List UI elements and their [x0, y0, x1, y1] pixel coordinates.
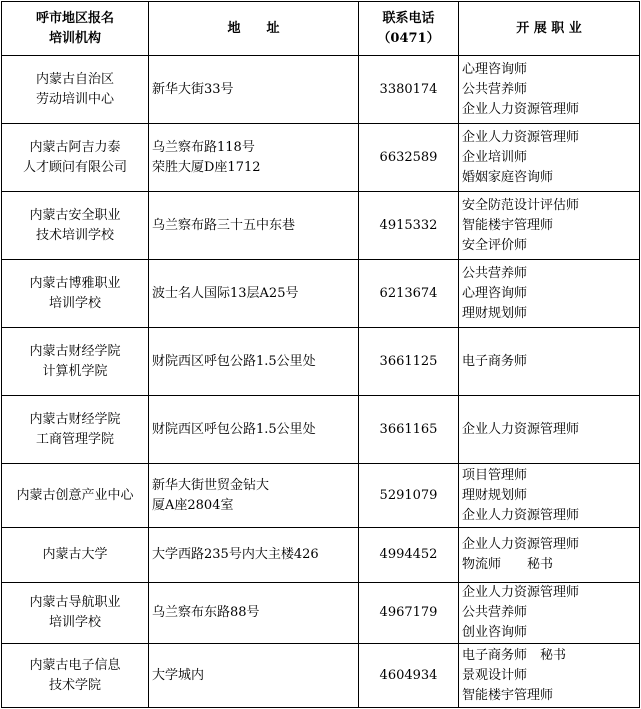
jobs-cell-line: 公共营养师 — [462, 605, 528, 620]
address-cell-line: 波士名人国际13层A25号 — [152, 285, 299, 301]
institution-cell-line: 技术学院 — [48, 677, 101, 693]
institution-cell — [2, 464, 149, 528]
institution-cell-line: 内蒙古创意产业中心 — [16, 487, 134, 503]
phone-cell: 6213674 — [359, 260, 459, 328]
jobs-cell-line: 公共营养师 — [462, 265, 528, 281]
institution-cell — [2, 396, 149, 464]
jobs-cell-line: 企业培训师 — [462, 149, 528, 165]
jobs-cell-line: 智能楼宇管理师 — [462, 687, 554, 703]
institution-cell-line: 技术培训学校 — [35, 227, 114, 243]
address-cell-line: 荣胜大厦D座1712 — [152, 159, 261, 175]
jobs-cell-line: 景观设计师 — [462, 667, 528, 683]
institution-cell-line: 内蒙古导航职业 — [29, 595, 121, 610]
address-cell — [149, 644, 359, 708]
phone-cell: 3661165 — [359, 396, 459, 464]
institution-cell-line: 内蒙古博雅职业 — [29, 275, 121, 291]
jobs-cell-line: 企业人力资源管理师 — [462, 101, 580, 117]
jobs-cell-line: 理财规划师 — [462, 305, 528, 321]
jobs-cell-line: 企业人力资源管理师 — [462, 129, 580, 145]
jobs-cell-line: 企业人力资源管理师 — [462, 421, 580, 437]
address-cell — [149, 260, 359, 328]
phone-cell: 4915332 — [359, 192, 459, 260]
table-row — [2, 56, 640, 124]
jobs-cell — [459, 260, 640, 328]
jobs-cell — [459, 124, 640, 192]
institution-cell — [2, 260, 149, 328]
institution-cell-line: 劳动培训中心 — [35, 91, 114, 107]
jobs-cell-line: 理财规划师 — [462, 487, 528, 503]
table-row — [2, 328, 640, 396]
address-cell-line: 乌兰察布路118号 — [152, 139, 255, 155]
address-cell-line: 大学城内 — [152, 667, 205, 683]
institution-cell — [2, 124, 149, 192]
jobs-cell-line: 创业咨询师 — [462, 625, 528, 640]
address-cell — [149, 528, 359, 583]
address-cell — [149, 56, 359, 124]
address-cell — [149, 328, 359, 396]
jobs-cell — [459, 583, 640, 644]
phone-cell: 6632589 — [359, 124, 459, 192]
jobs-cell-line: 安全防范设计评估师 — [462, 197, 580, 213]
address-cell-line: 大学西路235号内大主楼426 — [152, 547, 319, 562]
training-institutions-table — [1, 1, 640, 708]
header-phone-line-2: （0471） — [377, 30, 440, 46]
table-body — [2, 56, 640, 708]
jobs-cell — [459, 396, 640, 464]
table-row — [2, 464, 640, 528]
phone-cell: 3661125 — [359, 328, 459, 396]
jobs-cell-line: 公共营养师 — [462, 81, 528, 97]
header-address: 地 址 — [149, 2, 359, 56]
jobs-cell — [459, 528, 640, 583]
header-phone — [359, 2, 459, 56]
jobs-cell — [459, 328, 640, 396]
header-row — [2, 2, 640, 56]
table-row — [2, 396, 640, 464]
institution-cell — [2, 583, 149, 644]
institution-cell-line: 内蒙古大学 — [42, 547, 108, 562]
table-row — [2, 644, 640, 708]
phone-cell: 3380174 — [359, 56, 459, 124]
address-cell — [149, 192, 359, 260]
phone-cell: 4604934 — [359, 644, 459, 708]
institution-cell-line: 人才顾问有限公司 — [22, 159, 127, 175]
address-cell-line: 财院西区呼包公路1.5公里处 — [152, 353, 316, 369]
address-cell-line: 乌兰察布东路88号 — [152, 605, 260, 620]
jobs-cell-line: 企业人力资源管理师 — [462, 585, 580, 600]
address-cell — [149, 124, 359, 192]
jobs-cell-line: 企业人力资源管理师 — [462, 537, 580, 552]
header-jobs: 开 展 职 业 — [459, 2, 640, 56]
jobs-cell-line: 智能楼宇管理师 — [462, 217, 554, 233]
jobs-cell — [459, 56, 640, 124]
jobs-cell-line: 心理咨询师 — [462, 285, 528, 301]
jobs-cell-line: 安全评价师 — [462, 237, 528, 253]
address-cell-line: 新华大街世贸金钻大 — [152, 477, 270, 493]
table-row — [2, 124, 640, 192]
jobs-cell-line: 项目管理师 — [462, 467, 528, 483]
institution-cell-line: 内蒙古自治区 — [35, 71, 114, 87]
institution-cell-line: 工商管理学院 — [35, 431, 114, 447]
address-cell — [149, 396, 359, 464]
institution-cell-line: 内蒙古阿吉力泰 — [29, 139, 121, 155]
header-phone-line-1: 联系电话 — [382, 10, 435, 26]
address-cell-line: 乌兰察布路三十五中东巷 — [152, 217, 296, 233]
address-cell — [149, 583, 359, 644]
table-row — [2, 192, 640, 260]
table-row — [2, 528, 640, 583]
table-row — [2, 583, 640, 644]
jobs-cell-line: 电子商务师 秘书 — [462, 647, 567, 663]
institution-cell — [2, 528, 149, 583]
jobs-cell — [459, 464, 640, 528]
header-org-line-2: 培训机构 — [48, 30, 101, 46]
institution-cell-line: 内蒙古财经学院 — [29, 343, 121, 359]
institution-cell-line: 计算机学院 — [42, 363, 108, 379]
header-org-line-1: 呼市地区报名 — [35, 10, 114, 26]
jobs-cell-line: 物流师 秘书 — [462, 557, 554, 572]
header-org — [2, 2, 149, 56]
phone-cell: 4994452 — [359, 528, 459, 583]
institution-cell — [2, 644, 149, 708]
jobs-cell-line: 企业人力资源管理师 — [462, 507, 580, 523]
institution-cell — [2, 328, 149, 396]
table-row — [2, 260, 640, 328]
address-cell-line: 厦A座2804室 — [152, 497, 234, 513]
institution-cell-line: 培训学校 — [48, 615, 101, 630]
jobs-cell-line: 心理咨询师 — [462, 61, 528, 77]
jobs-cell-line: 电子商务师 — [462, 353, 528, 369]
address-cell — [149, 464, 359, 528]
address-cell-line: 财院西区呼包公路1.5公里处 — [152, 421, 316, 437]
jobs-cell — [459, 192, 640, 260]
institution-cell — [2, 56, 149, 124]
institution-cell-line: 内蒙古电子信息 — [29, 657, 121, 673]
address-cell-line: 新华大街33号 — [152, 81, 234, 97]
institution-cell — [2, 192, 149, 260]
institution-cell-line: 培训学校 — [48, 295, 101, 311]
jobs-cell-line: 婚姻家庭咨询师 — [462, 169, 554, 185]
institution-cell-line: 内蒙古财经学院 — [29, 411, 121, 427]
phone-cell: 4967179 — [359, 583, 459, 644]
institution-cell-line: 内蒙古安全职业 — [29, 207, 121, 223]
phone-cell: 5291079 — [359, 464, 459, 528]
jobs-cell — [459, 644, 640, 708]
